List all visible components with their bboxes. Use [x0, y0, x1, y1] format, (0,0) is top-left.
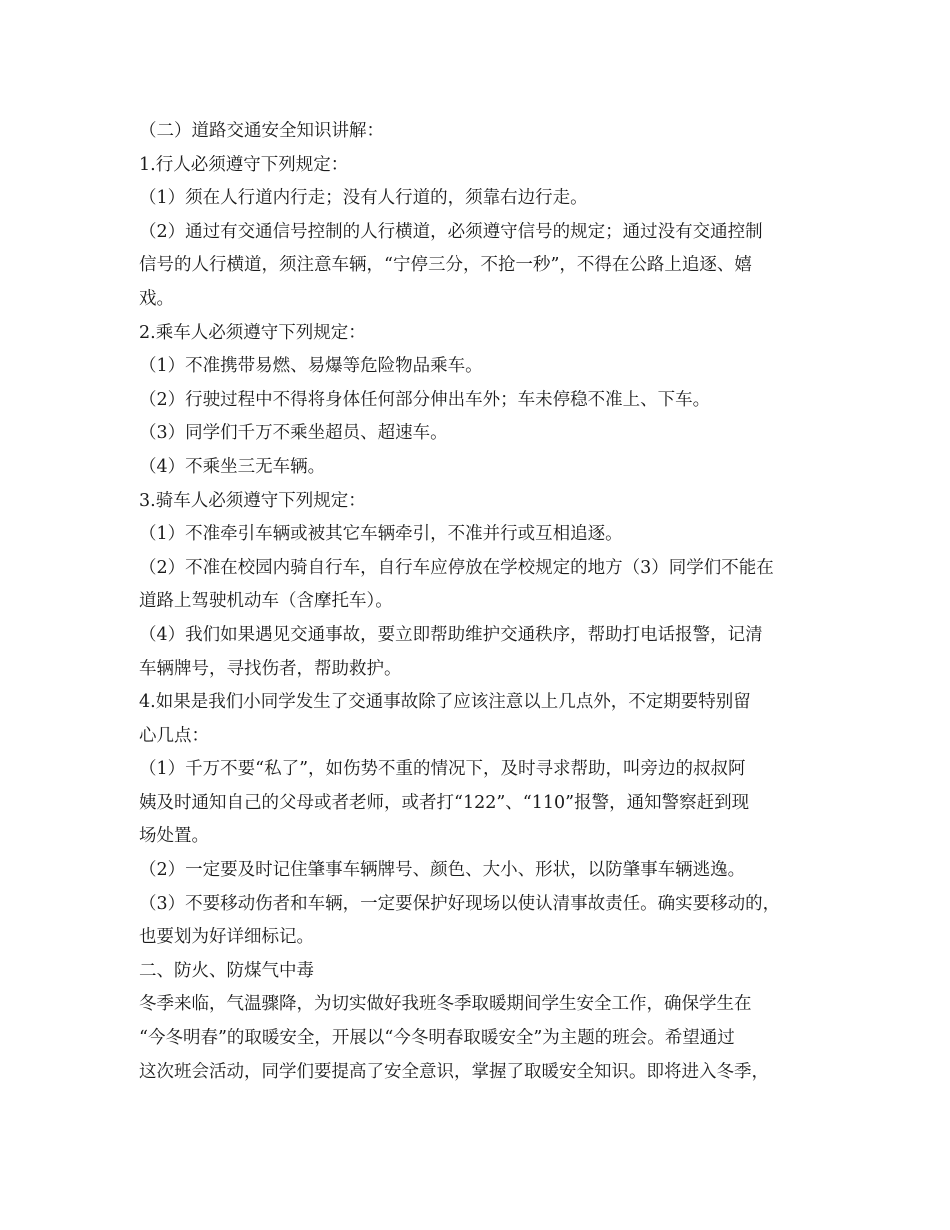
text-line: 信号的人行横道，须注意车辆，“宁停三分，不抢一秒”，不得在公路上追逐、嬉 — [139, 255, 752, 276]
text-line: “今冬明春”的取暖安全，开展以“今冬明春取暖安全”为主题的班会。希望通过 — [139, 1028, 735, 1049]
text-line: （4）我们如果遇见交通事故，要立即帮助维护交通秩序，帮助打电话报警，记清 — [139, 624, 763, 645]
paragraph — [139, 384, 829, 418]
text-line: 也要划为好详细标记。 — [139, 927, 314, 948]
text-line: 4.如果是我们小同学发生了交通事故除了应该注意以上几点外，不定期要特别留 — [139, 692, 751, 713]
text-line: （1）不准牵引车辆或被其它车辆牵引，不准并行或互相追逐。 — [139, 524, 623, 545]
paragraph — [139, 350, 829, 384]
text-line: （二）道路交通安全知识讲解： — [139, 121, 384, 141]
paragraph — [139, 216, 829, 317]
paragraph — [139, 317, 829, 351]
text-line: （1）千万不要“私了”，如伤势不重的情况下，及时寻求帮助，叫旁边的叔叔阿 — [139, 759, 746, 780]
paragraph — [139, 988, 829, 1089]
document-body — [139, 115, 829, 1089]
paragraph — [139, 149, 829, 183]
text-line: 1.行人必须遵守下列规定： — [139, 154, 349, 175]
paragraph — [139, 686, 829, 753]
paragraph — [139, 182, 829, 216]
paragraph — [139, 753, 829, 854]
text-line: 3.骑车人必须遵守下列规定： — [139, 490, 366, 511]
text-line: （2）行驶过程中不得将身体任何部分伸出车外；车未停稳不准上、下车。 — [139, 389, 711, 410]
paragraph — [139, 854, 829, 888]
text-line: （1）须在人行道内行走；没有人行道的，须靠右边行走。 — [139, 188, 588, 209]
text-line: 冬季来临，气温骤降，为切实做好我班冬季取暖期间学生安全工作，确保学生在 — [139, 994, 752, 1015]
text-line: （4）不乘坐三无车辆。 — [139, 456, 326, 477]
text-line: （1）不准携带易燃、易爆等危险物品乘车。 — [139, 356, 483, 377]
paragraph — [139, 485, 829, 519]
paragraph — [139, 451, 829, 485]
text-line: 戏。 — [139, 288, 174, 309]
text-line: （3）同学们千万不乘坐超员、超速车。 — [139, 423, 448, 444]
text-line: 姨及时通知自己的父母或者老师，或者打“122”、“110”报警，通知警察赶到现 — [139, 792, 750, 813]
text-line: 道路上驾驶机动车（含摩托车）。 — [139, 591, 393, 612]
text-line: 这次班会活动，同学们要提高了安全意识，掌握了取暖安全知识。即将进入冬季， — [139, 1061, 769, 1082]
paragraph — [139, 115, 829, 149]
paragraph — [139, 552, 829, 619]
paragraph — [139, 888, 829, 955]
text-line: 心几点： — [139, 725, 209, 746]
text-line: （2）通过有交通信号控制的人行横道，必须遵守信号的规定；通过没有交通控制 — [139, 221, 763, 242]
text-line: （3）不要移动伤者和车辆，一定要保护好现场以使认清事故责任。确实要移动的， — [139, 893, 781, 914]
text-line: 场处置。 — [139, 826, 209, 847]
paragraph — [139, 518, 829, 552]
paragraph — [139, 619, 829, 686]
text-line: （2）一定要及时记住肇事车辆牌号、颜色、大小、形状，以防肇事车辆逃逸。 — [139, 860, 746, 881]
paragraph — [139, 955, 829, 989]
text-line: 车辆牌号，寻找伤者，帮助救护。 — [139, 658, 402, 679]
text-line: 2.乘车人必须遵守下列规定： — [139, 322, 366, 343]
text-line: 二、防火、防煤气中毒 — [139, 960, 314, 981]
text-line: （2）不准在校园内骑自行车，自行车应停放在学校规定的地方（3）同学们不能在 — [139, 557, 774, 578]
paragraph — [139, 417, 829, 451]
